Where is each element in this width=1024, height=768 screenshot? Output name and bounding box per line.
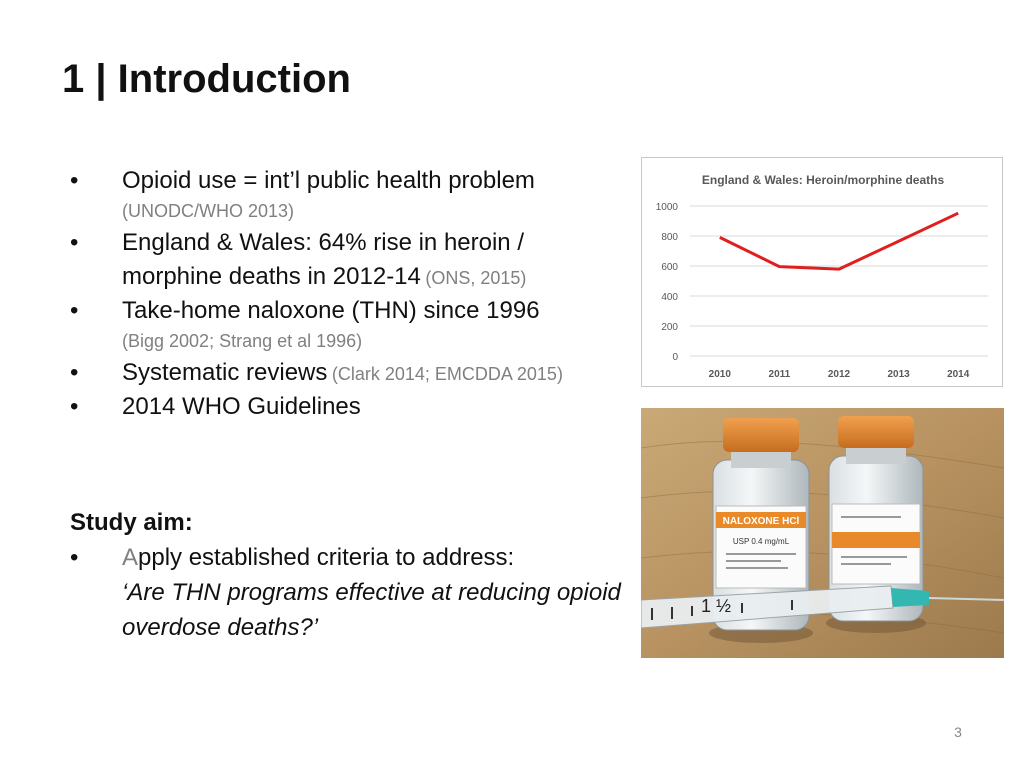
study-aim-label: Study aim:: [70, 509, 193, 536]
bullet-item: [70, 226, 615, 294]
bullet-citation: (Clark 2014; EMCDDA 2015): [331, 364, 563, 384]
bullet-citation: (Bigg 2002; Strang et al 1996): [122, 331, 363, 351]
syringe-mark: 1 ½: [701, 596, 732, 616]
x-tick-label: 2010: [708, 369, 731, 380]
aim-question: ‘Are THN programs effective at reducing opioid overdose deaths?’: [122, 579, 621, 641]
naloxone-vials-image: [641, 408, 1004, 658]
vial-label-text: NALOXONE HCl: [722, 516, 800, 527]
bullet-text: 2014 WHO Guidelines: [122, 393, 361, 420]
bullet-item: [70, 164, 615, 224]
bullet-dot: •: [70, 359, 79, 386]
y-tick-label: 800: [661, 232, 678, 243]
chart-canvas: [642, 158, 1001, 385]
bullet-item: [70, 356, 615, 390]
x-tick-label: 2011: [768, 369, 791, 380]
y-tick-label: 600: [661, 262, 678, 273]
y-tick-label: 1000: [655, 202, 678, 213]
intro-bullet-list: [70, 164, 615, 424]
bullet-dot: •: [70, 297, 79, 324]
bullet-dot: •: [70, 393, 79, 420]
y-tick-label: 200: [661, 322, 678, 333]
vial-dose-text: USP 0.4 mg/mL: [732, 537, 790, 546]
aim-text: pply established criteria to address:: [138, 544, 515, 571]
series-line: [720, 213, 958, 269]
study-aim-list: [70, 540, 630, 645]
page-number: 3: [954, 724, 962, 740]
bullet-text: England & Wales: 64% rise in heroin / morphine deaths in 2012-14: [122, 229, 524, 290]
bullet-item: [70, 294, 615, 354]
naloxone-photo: [641, 408, 1004, 658]
deaths-line-chart: [641, 157, 1003, 387]
chart-y-ticks: [656, 202, 679, 363]
y-tick-label: 400: [661, 292, 678, 303]
bullet-item: [70, 390, 615, 424]
bullet-text: Systematic reviews: [122, 359, 328, 386]
x-tick-label: 2012: [827, 369, 851, 380]
bullet-dot: •: [70, 544, 79, 571]
study-aim-item: [70, 540, 630, 645]
y-tick-label: 0: [672, 352, 678, 363]
x-tick-label: 2013: [887, 369, 910, 380]
bullet-dot: •: [70, 167, 79, 194]
bullet-dot: •: [70, 229, 79, 256]
x-tick-label: 2014: [947, 369, 970, 380]
bullet-text: Take-home naloxone (THN) since 1996: [122, 297, 540, 324]
bullet-citation: (UNODC/WHO 2013): [122, 201, 295, 221]
chart-title: England & Wales: Heroin/morphine deaths: [701, 173, 945, 187]
slide-title: 1 | Introduction: [62, 57, 351, 101]
bullet-citation: (ONS, 2015): [425, 268, 527, 288]
aim-first-letter: A: [122, 544, 139, 571]
chart-x-ticks: [709, 369, 970, 380]
chart-gridlines: [690, 206, 988, 356]
bullet-text: Opioid use = int’l public health problem: [122, 167, 535, 194]
